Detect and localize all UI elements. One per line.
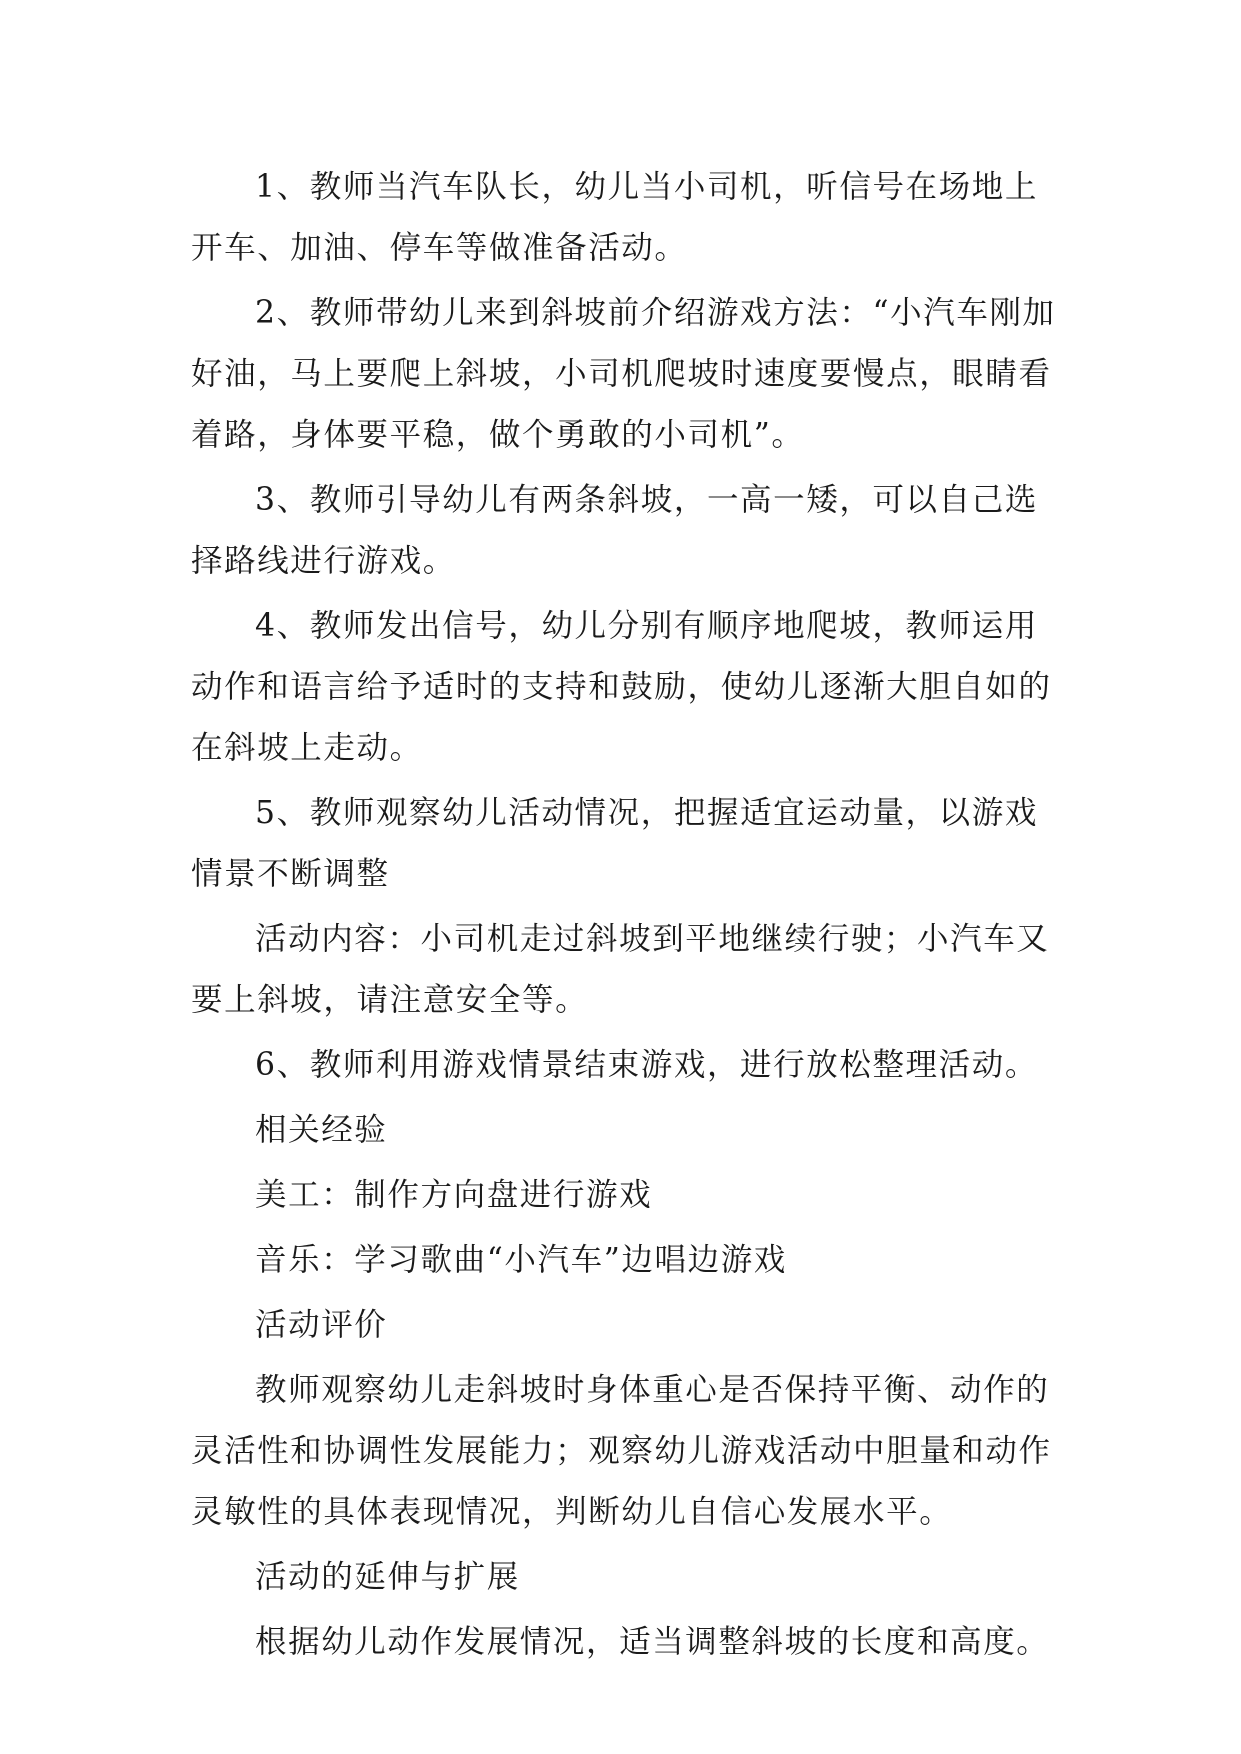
text-line: 2、教师带幼儿来到斜坡前介绍游戏方法：“小汽车刚加 [255, 295, 1056, 331]
paragraph-step-2 [191, 283, 1091, 466]
text-line: 1、教师当汽车队长，幼儿当小司机，听信号在场地上 [255, 169, 1038, 205]
paragraph-step-4 [191, 596, 1091, 779]
text-line: 在斜坡上走动。 [191, 730, 423, 766]
text-line: 根据幼儿动作发展情况，适当调整斜坡的长度和高度。 [255, 1624, 1050, 1660]
text-line: 音乐：学习歌曲“小汽车”边唱边游戏 [255, 1242, 787, 1278]
text-line: 教师观察幼儿走斜坡时身体重心是否保持平衡、动作的 [255, 1372, 1050, 1408]
text-line: 动作和语言给予适时的支持和鼓励，使幼儿逐渐大胆自如的 [191, 669, 1052, 705]
paragraph-step-1 [191, 157, 1091, 279]
text-line: 4、教师发出信号，幼儿分别有顺序地爬坡，教师运用 [255, 608, 1038, 644]
paragraph-step-6 [191, 1035, 1091, 1096]
paragraph-step-3 [191, 470, 1091, 592]
text-line: 要上斜坡，请注意安全等。 [191, 982, 589, 1018]
text-line: 5、教师观察幼儿活动情况，把握适宜运动量，以游戏 [255, 795, 1038, 831]
paragraph-art [191, 1165, 1091, 1226]
paragraph-evaluation [191, 1360, 1091, 1543]
paragraph-step-5 [191, 783, 1091, 905]
text-line: 3、教师引导幼儿有两条斜坡，一高一矮，可以自己选 [255, 482, 1038, 518]
text-line: 着路，身体要平稳，做个勇敢的小司机”。 [191, 417, 805, 453]
text-line: 美工：制作方向盘进行游戏 [255, 1177, 653, 1213]
text-line: 相关经验 [255, 1112, 388, 1148]
text-line: 活动评价 [255, 1307, 388, 1343]
text-line: 活动内容：小司机走过斜坡到平地继续行驶；小汽车又 [255, 921, 1050, 957]
paragraph-extension [191, 1612, 1091, 1673]
heading-related-experience [191, 1100, 1091, 1161]
document-body [191, 157, 1091, 1673]
text-line: 6、教师利用游戏情景结束游戏，进行放松整理活动。 [255, 1047, 1038, 1083]
paragraph-activity-content [191, 909, 1091, 1031]
text-line: 情景不断调整 [191, 856, 390, 892]
text-line: 择路线进行游戏。 [191, 543, 456, 579]
text-line: 活动的延伸与扩展 [255, 1559, 520, 1595]
heading-extension [191, 1547, 1091, 1608]
heading-activity-evaluation [191, 1295, 1091, 1356]
paragraph-music [191, 1230, 1091, 1291]
text-line: 好油，马上要爬上斜坡，小司机爬坡时速度要慢点，眼睛看 [191, 356, 1052, 392]
text-line: 开车、加油、停车等做准备活动。 [191, 230, 688, 266]
text-line: 灵敏性的具体表现情况，判断幼儿自信心发展水平。 [191, 1494, 953, 1530]
text-line: 灵活性和协调性发展能力；观察幼儿游戏活动中胆量和动作 [191, 1433, 1052, 1469]
